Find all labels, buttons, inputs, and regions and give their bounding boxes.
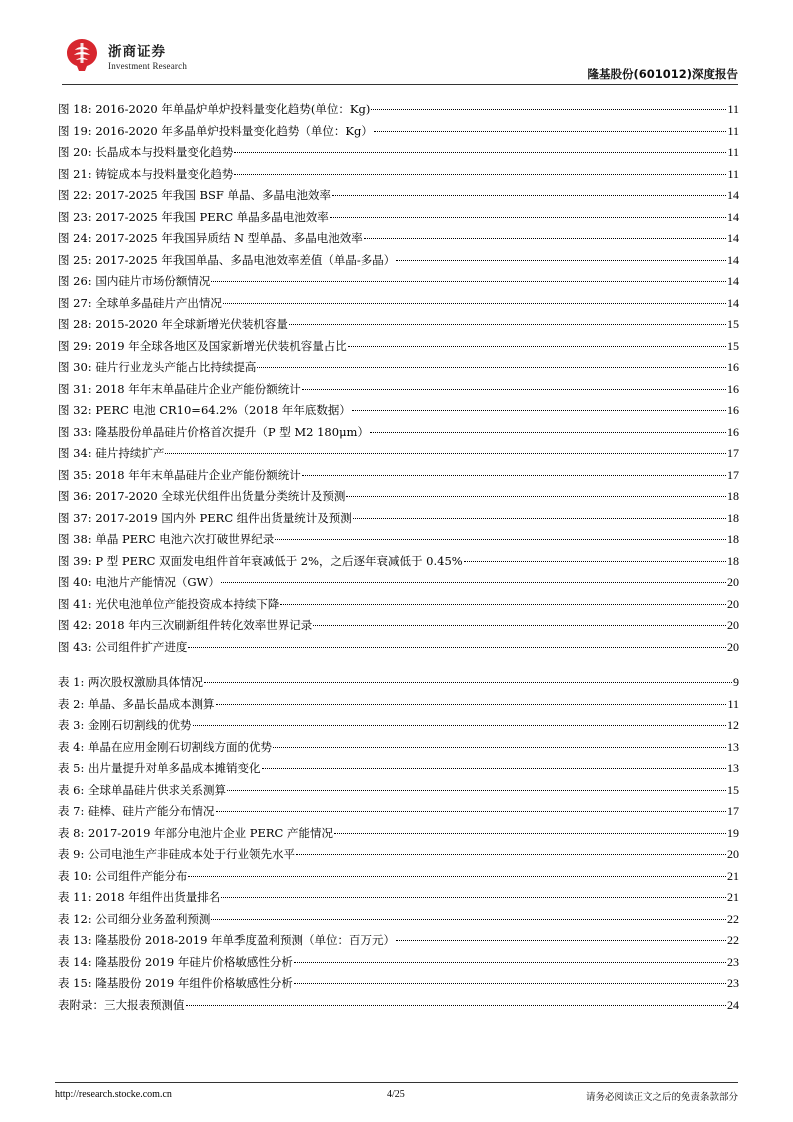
toc-entry-page: 17: [727, 446, 739, 460]
dot-leader: [234, 152, 726, 153]
toc-entry-page: 20: [727, 596, 739, 611]
toc-entry-page: 20: [727, 618, 739, 632]
dot-leader: [211, 919, 726, 920]
toc-entry-page: 18: [727, 489, 739, 503]
toc-entry-label: 表 7: 硅棒、硅片产能分布情况: [58, 804, 215, 818]
toc-entry-page: 20: [727, 575, 739, 589]
toc-entry-label: 图 21: 铸锭成本与投料量变化趋势: [58, 166, 234, 181]
toc-entry-label: 表 15: 隆基股份 2019 年组件价格敏感性分析: [58, 976, 293, 990]
figure-entry[interactable]: [58, 207, 739, 229]
toc-entry-page: 24: [727, 997, 739, 1012]
figure-entry[interactable]: [58, 615, 739, 637]
figure-entry[interactable]: [58, 271, 739, 293]
toc-entry-label: 图 38: 单晶 PERC 电池六次打破世界纪录: [58, 532, 275, 546]
toc-entry-label: 表 8: 2017-2019 年部分电池片企业 PERC 产能情况: [58, 825, 333, 840]
dot-leader: [330, 217, 726, 218]
dot-leader: [227, 790, 726, 791]
toc-entry-page: 14: [727, 188, 739, 202]
table-entry[interactable]: [58, 823, 739, 845]
table-entry[interactable]: [58, 780, 739, 802]
figure-entry[interactable]: [58, 379, 739, 401]
figure-entry[interactable]: [58, 400, 739, 422]
toc-entry-label: 表 2: 单晶、多晶长晶成本测算: [58, 696, 215, 711]
dot-leader: [396, 260, 726, 261]
dot-leader: [216, 811, 726, 812]
toc-entry-label: 图 19: 2016-2020 年多晶单炉投料量变化趋势（单位：Kg）: [58, 123, 373, 138]
toc-entry-label: 表 5: 出片量提升对单多晶成本摊销变化: [58, 761, 261, 775]
toc-entry-label: 表 3: 金刚石切割线的优势: [58, 718, 192, 732]
header-divider: [62, 84, 738, 85]
toc-entry-label: 图 36: 2017-2020 全球光伏组件出货量分类统计及预测: [58, 489, 346, 503]
toc-entry-label: 图 34: 硅片持续扩产: [58, 446, 165, 460]
toc-entry-page: 23: [727, 954, 739, 969]
toc-entry-page: 14: [727, 274, 739, 288]
brand-name: 浙商证券: [108, 44, 166, 60]
dot-leader: [165, 453, 726, 454]
dot-leader: [353, 518, 726, 519]
toc-entry-page: 14: [727, 209, 739, 224]
dot-leader: [221, 897, 726, 898]
dot-leader: [371, 109, 726, 110]
toc-entry-page: 21: [727, 868, 739, 883]
figure-entry[interactable]: [58, 443, 739, 465]
table-list: [58, 672, 739, 1016]
page-header: [62, 36, 738, 86]
figure-entry[interactable]: [58, 250, 739, 272]
toc-entry-page: 13: [727, 761, 739, 775]
dot-leader: [273, 747, 726, 748]
dot-leader: [352, 410, 726, 411]
toc-entry-label: 表 13: 隆基股份 2018-2019 年单季度盈利预测（单位：百万元）: [58, 933, 396, 947]
toc-entry-label: 表 1: 两次股权激励具体情况: [58, 675, 204, 689]
dot-leader: [223, 303, 726, 304]
dot-leader: [211, 281, 726, 282]
toc-entry-label: 表 12: 公司细分业务盈利预测: [58, 911, 211, 926]
dot-leader: [294, 983, 726, 984]
toc-entry-page: 16: [727, 424, 739, 439]
dot-leader: [193, 725, 726, 726]
table-entry[interactable]: [58, 737, 739, 759]
dot-leader: [334, 833, 726, 834]
figure-entry[interactable]: [58, 314, 739, 336]
toc-entry-label: 图 23: 2017-2025 年我国 PERC 单晶多晶电池效率: [58, 209, 329, 224]
toc-entry-page: 23: [727, 976, 739, 990]
toc-entry-label: 表 4: 单晶在应用金刚石切割线方面的优势: [58, 739, 273, 754]
dot-leader: [370, 432, 726, 433]
table-entry[interactable]: [58, 866, 739, 888]
toc-entry-label: 图 41: 光伏电池单位产能投资成本持续下降: [58, 596, 280, 611]
dot-leader: [302, 389, 726, 390]
toc-entry-page: 14: [727, 295, 739, 310]
dot-leader: [348, 346, 726, 347]
dot-leader: [313, 625, 726, 626]
figure-list: [58, 99, 739, 658]
toc-entry-label: 图 43: 公司组件扩产进度: [58, 639, 188, 654]
figure-entry[interactable]: [58, 465, 739, 487]
dot-leader: [262, 768, 726, 769]
toc-entry-label: 图 27: 全球单多晶硅片产出情况: [58, 295, 222, 310]
dot-leader: [296, 854, 726, 855]
toc-entry-page: 17: [727, 804, 739, 818]
toc-entry-label: 图 28: 2015-2020 年全球新增光伏装机容量: [58, 317, 288, 331]
toc-entry-page: 18: [727, 553, 739, 568]
table-entry[interactable]: [58, 694, 739, 716]
toc-entry-page: 20: [727, 847, 739, 861]
table-entry[interactable]: [58, 973, 739, 995]
zheshang-logo-icon: [64, 38, 100, 72]
toc-entry-label: 表 14: 隆基股份 2019 年硅片价格敏感性分析: [58, 954, 293, 969]
toc-entry-page: 13: [727, 739, 739, 754]
table-entry[interactable]: [58, 844, 739, 866]
dot-leader: [302, 475, 726, 476]
dot-leader: [332, 195, 726, 196]
toc-entry-page: 22: [727, 911, 739, 926]
table-entry[interactable]: [58, 995, 739, 1017]
toc-entry-label: 图 42: 2018 年内三次刷新组件转化效率世界记录: [58, 618, 313, 632]
figure-entry[interactable]: [58, 551, 739, 573]
dot-leader: [464, 561, 726, 562]
toc-entry-label: 图 18: 2016-2020 年单晶炉单炉投料量变化趋势(单位：Kg): [58, 102, 371, 116]
toc-entry-page: 11: [727, 123, 739, 138]
toc-entry-page: 12: [727, 718, 739, 732]
dot-leader: [221, 582, 726, 583]
figure-entry[interactable]: [58, 164, 739, 186]
figure-entry[interactable]: [58, 293, 739, 315]
toc-entry-page: 22: [727, 933, 739, 947]
toc-entry-page: 16: [727, 403, 739, 417]
toc-entry-label: 表 9: 公司电池生产非硅成本处于行业领先水平: [58, 847, 295, 861]
toc-entry-page: 21: [727, 890, 739, 904]
toc-entry-label: 图 26: 国内硅片市场份额情况: [58, 274, 211, 288]
footer-divider: [55, 1082, 738, 1083]
toc-entry-page: 16: [727, 360, 739, 374]
footer-url[interactable]: http://research.stocke.com.cn: [55, 1089, 172, 1100]
footer-disclaimer: 请务必阅读正文之后的免责条款部分: [585, 1092, 738, 1103]
toc-entry-label: 图 30: 硅片行业龙头产能占比持续提高: [58, 360, 257, 374]
toc-entry-page: 17: [727, 467, 739, 482]
dot-leader: [186, 1005, 727, 1006]
toc-entry-page: 11: [727, 145, 739, 159]
toc-entry-page: 20: [727, 639, 739, 654]
figure-entry[interactable]: [58, 572, 739, 594]
toc-entry-page: 15: [727, 338, 739, 353]
toc-entry-page: 15: [727, 782, 739, 797]
figure-entry[interactable]: [58, 594, 739, 616]
dot-leader: [374, 131, 727, 132]
toc-entry-label: 图 32: PERC 电池 CR10=64.2%（2018 年年底数据）: [58, 403, 351, 417]
toc-entry-label: 表附录：三大报表预测值: [58, 997, 185, 1012]
dot-leader: [396, 940, 726, 941]
dot-leader: [275, 539, 726, 540]
figure-entry[interactable]: [58, 121, 739, 143]
dot-leader: [294, 962, 726, 963]
table-entry[interactable]: [58, 952, 739, 974]
toc-entry-label: 图 25: 2017-2025 年我国单晶、多晶电池效率差值（单晶-多晶）: [58, 252, 396, 267]
toc-entry-label: 图 35: 2018 年年末单晶硅片企业产能份额统计: [58, 467, 301, 482]
dot-leader: [257, 367, 726, 368]
dot-leader: [216, 704, 727, 705]
toc-entry-page: 11: [727, 102, 739, 116]
figure-entry[interactable]: [58, 422, 739, 444]
figure-entry[interactable]: [58, 142, 739, 164]
toc-entry-label: 表 10: 公司组件产能分布: [58, 868, 188, 883]
figure-entry[interactable]: [58, 529, 739, 551]
toc-entry-label: 表 6: 全球单晶硅片供求关系测算: [58, 782, 227, 797]
dot-leader: [234, 174, 726, 175]
toc-entry-label: 图 37: 2017-2019 国内外 PERC 组件出货量统计及预测: [58, 510, 352, 525]
toc-entry-page: 16: [727, 381, 739, 396]
toc-entry-label: 图 24: 2017-2025 年我国异质结 N 型单晶、多晶电池效率: [58, 231, 363, 245]
table-entry[interactable]: [58, 930, 739, 952]
figure-entry[interactable]: [58, 228, 739, 250]
toc-entry-label: 图 20: 长晶成本与投料量变化趋势: [58, 145, 234, 159]
figure-entry[interactable]: [58, 336, 739, 358]
toc-entry-page: 14: [727, 252, 739, 267]
figure-entry[interactable]: [58, 486, 739, 508]
dot-leader: [364, 238, 726, 239]
toc-entry-label: 图 39: P 型 PERC 双面发电组件首年衰减低于 2%，之后逐年衰减低于 0.45%: [58, 553, 463, 568]
dot-leader: [289, 324, 726, 325]
table-entry[interactable]: [58, 887, 739, 909]
table-entry[interactable]: [58, 758, 739, 780]
toc-entry-page: 18: [727, 532, 739, 546]
toc-entry-label: 图 31: 2018 年年末单晶硅片企业产能份额统计: [58, 381, 301, 396]
page-number: 4/25: [387, 1089, 405, 1100]
toc-entry-label: 图 40: 电池片产能情况（GW）: [58, 575, 220, 589]
toc-entry-page: 11: [727, 166, 739, 181]
figure-entry[interactable]: [58, 185, 739, 207]
toc-entry-page: 11: [727, 696, 739, 711]
dot-leader: [204, 682, 732, 683]
figure-entry[interactable]: [58, 357, 739, 379]
toc-entry-label: 表 11: 2018 年组件出货量排名: [58, 890, 221, 904]
brand-subtitle: Investment Research: [108, 61, 188, 71]
toc-entry-label: 图 22: 2017-2025 年我国 BSF 单晶、多晶电池效率: [58, 188, 332, 202]
figure-entry[interactable]: [58, 637, 739, 659]
table-entry[interactable]: [58, 801, 739, 823]
figure-entry[interactable]: [58, 99, 739, 121]
toc-entry-page: 15: [727, 317, 739, 331]
toc-entry-label: 图 29: 2019 年全球各地区及国家新增光伏装机容量占比: [58, 338, 347, 353]
dot-leader: [188, 876, 726, 877]
table-entry[interactable]: [58, 909, 739, 931]
figure-entry[interactable]: [58, 508, 739, 530]
dot-leader: [346, 496, 726, 497]
table-entry[interactable]: [58, 672, 739, 694]
dot-leader: [280, 604, 726, 605]
table-entry[interactable]: [58, 715, 739, 737]
toc-entry-page: 18: [727, 510, 739, 525]
toc-entry-page: 14: [727, 231, 739, 245]
toc-entry-label: 图 33: 隆基股份单晶硅片价格首次提升（P 型 M2 180μm）: [58, 424, 369, 439]
toc-entry-page: 9: [733, 675, 739, 689]
report-title: 隆基股份(601012)深度报告: [587, 67, 738, 81]
toc-entry-page: 19: [727, 825, 739, 840]
dot-leader: [188, 647, 726, 648]
